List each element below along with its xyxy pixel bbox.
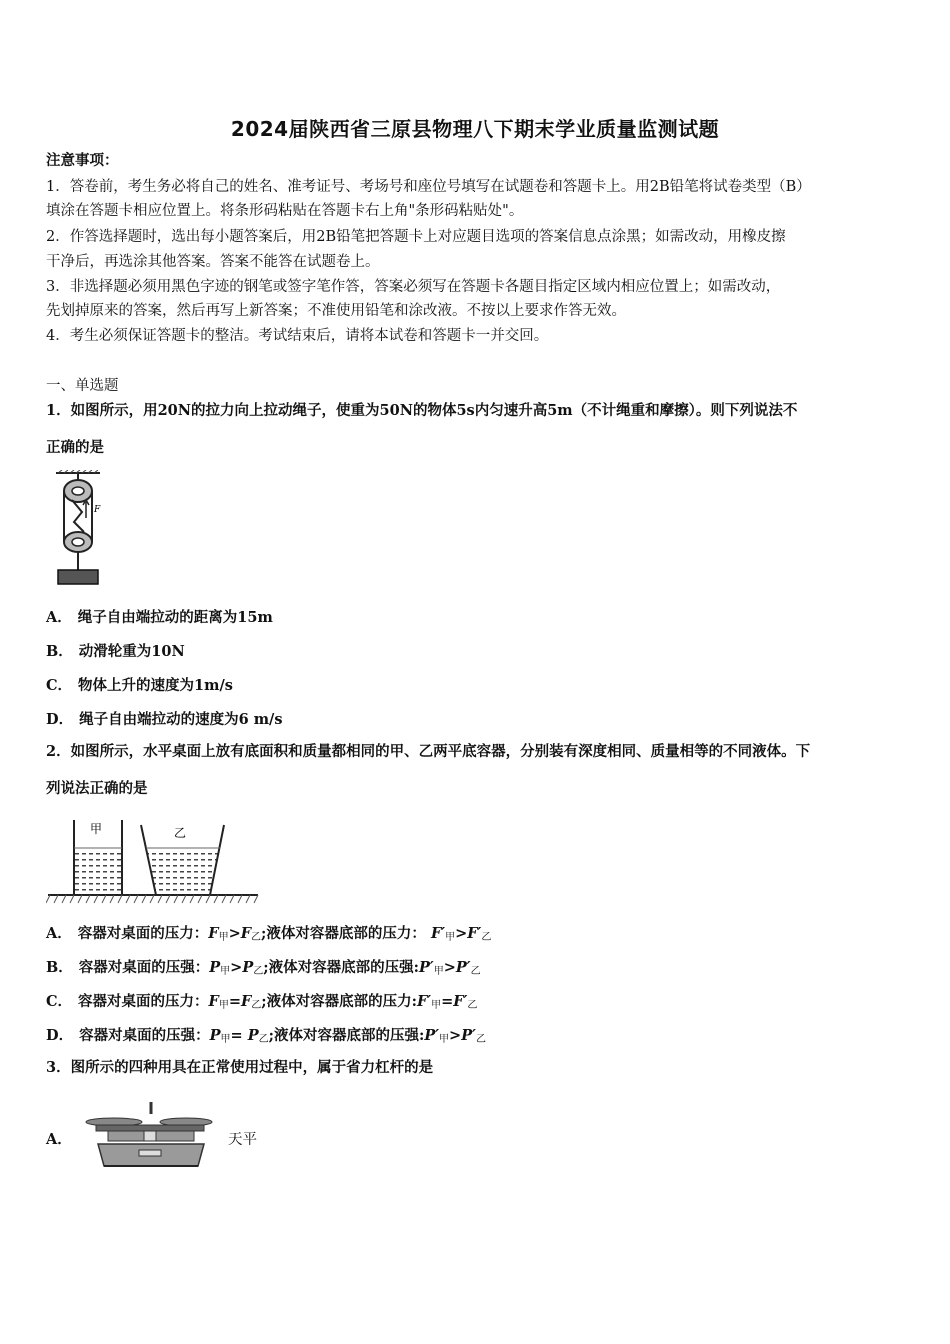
notice-line: 干净后，再选涂其他答案。答案不能答在试题卷上。 (46, 254, 380, 270)
q1-option-a[interactable] (46, 606, 279, 627)
option-text: 物体上升的速度为1m/s (78, 677, 233, 694)
balance-scale-figure (84, 1100, 214, 1172)
option-letter: A． (46, 925, 72, 942)
pulley-figure (54, 470, 124, 588)
option-text: 容器对桌面的压强：$P_甲>P_乙$;液体对容器底部的压强$:P'_甲>P'_乙$ (78, 959, 481, 977)
q3-option-a-letter[interactable]: A． (46, 1131, 72, 1148)
option-letter: B． (46, 959, 73, 976)
option-letter: C． (46, 677, 73, 694)
option-letter: D． (46, 1027, 74, 1044)
q2-option-a[interactable] (46, 922, 491, 943)
question-2-text-cont: 列说法正确的是 (46, 780, 148, 797)
notice-line: 2．作答选择题时，选出每小题答案后，用2B铅笔把答题卡上对应题目选项的答案信息点涂黑；如需改动，用橡皮擦 (46, 229, 786, 245)
notice-line: 3．非选择题必须用黑色字迹的钢笔或签字笔作答，答案必须写在答题卡各题目指定区域内相应位置上；如需改动， (46, 279, 781, 295)
q2-option-b[interactable] (46, 956, 481, 977)
q3-option-a-text: 天平 (228, 1132, 257, 1148)
q1-option-b[interactable] (46, 640, 191, 661)
question-2-text: 2．如图所示，水平桌面上放有底面积和质量都相同的甲、乙两平底容器，分别装有深度相同、质量相等的不同液体。下 (46, 743, 811, 760)
page-title: 2024届陕西省三原县物理八下期末学业质量监测试题 (230, 117, 720, 141)
notice-line: 先划掉原来的答案，然后再写上新答案；不准使用铅笔和涂改液。不按以上要求作答无效。 (46, 303, 626, 319)
option-letter: A． (46, 609, 72, 626)
option-text: 绳子自由端拉动的速度为6 m/s (79, 711, 283, 728)
option-letter: D． (46, 711, 74, 728)
label-jia: 甲 (90, 822, 103, 836)
notice-line: 填涂在答题卡相应位置上。将条形码粘贴在答题卡右上角"条形码粘贴处"。 (46, 203, 524, 219)
option-text: 容器对桌面的压力：$F_甲=F_乙$;液体对容器底部的压力$:F'_甲=F'_乙$ (78, 993, 478, 1011)
q2-option-c[interactable] (46, 990, 477, 1011)
option-text: 动滑轮重为10N (78, 643, 185, 660)
option-letter: B． (46, 643, 73, 660)
option-letter: C． (46, 993, 73, 1010)
notice-line: 4．考生必须保证答题卡的整洁。考试结束后，请将本试卷和答题卡一并交回。 (46, 328, 549, 344)
option-text: 容器对桌面的压强：$P_甲= P_乙$;液体对容器底部的压强$:P'_甲>P'_乙$ (79, 1027, 486, 1045)
question-3-text: 3．图所示的四种用具在正常使用过程中，属于省力杠杆的是 (46, 1059, 434, 1076)
q1-option-d[interactable] (46, 708, 289, 729)
notice-line: 1．答卷前，考生务必将自己的姓名、准考证号、考场号和座位号填写在试题卷和答题卡上。用2B铅笔将试卷类型（B） (46, 179, 811, 195)
option-text: 绳子自由端拉动的距离为15m (77, 609, 273, 626)
q2-option-d[interactable] (46, 1024, 486, 1045)
notice-heading: 注意事项： (46, 152, 119, 169)
label-yi: 乙 (174, 826, 187, 840)
force-label: F (94, 505, 101, 515)
q1-option-c[interactable] (46, 674, 239, 695)
question-1-text: 1．如图所示，用20N的拉力向上拉动绳子，使重为50N的物体5s内匀速升高5m（不计绳重和摩擦）。则下列说法不 (46, 402, 798, 419)
containers-figure (46, 815, 261, 910)
question-1-text-cont: 正确的是 (46, 439, 104, 456)
option-text: 容器对桌面的压力：$F_甲>F_乙$;液体对容器底部的压力： $F'_甲>F'_乙$ (77, 925, 492, 943)
section-heading: 一、单选题 (46, 378, 119, 394)
